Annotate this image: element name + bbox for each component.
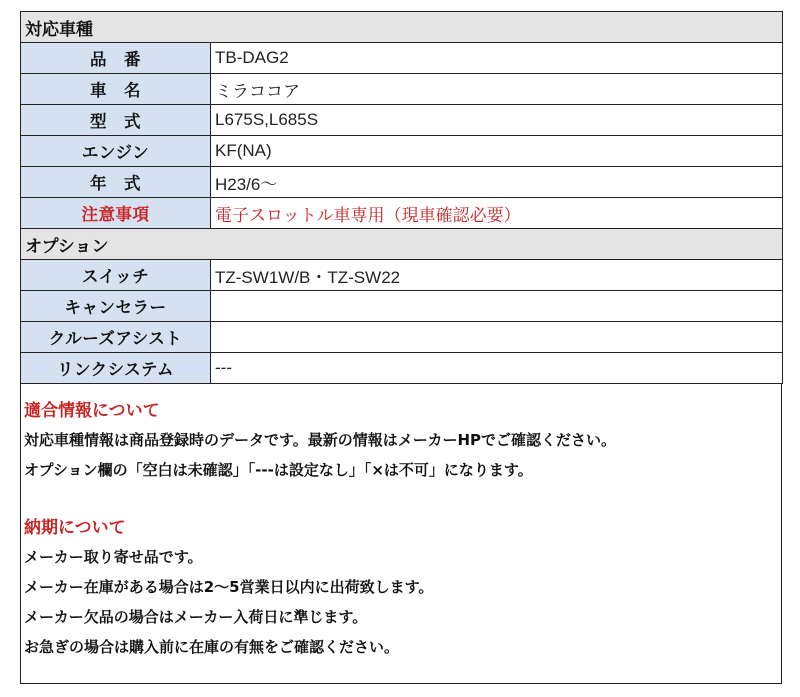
notes-block <box>24 397 780 662</box>
value-year: H23/6～ <box>211 167 783 198</box>
delivery-line: メーカー取り寄せ品です。 <box>24 548 203 566</box>
label-cruise-assist: クルーズアシスト <box>21 322 211 353</box>
spacer <box>24 485 780 514</box>
section-heading-options: オプション <box>21 229 783 260</box>
label-switch: スイッチ <box>21 260 211 291</box>
label-car-name: 車 名 <box>21 74 211 105</box>
label-link-system: リンクシステム <box>21 353 211 384</box>
value-car-name: ミラココア <box>211 74 783 105</box>
label-part-number: 品 番 <box>21 43 211 74</box>
value-model-code: L675S,L685S <box>211 105 783 136</box>
delivery-line: メーカー欠品の場合はメーカー入荷日に準じます。 <box>24 608 368 626</box>
label-canceller: キャンセラー <box>21 291 211 322</box>
section-heading-vehicle: 対応車種 <box>21 12 783 43</box>
spec-table <box>20 11 783 384</box>
value-canceller <box>211 291 783 322</box>
label-year: 年 式 <box>21 167 211 198</box>
value-cruise-assist <box>211 322 783 353</box>
table-row-canceller <box>21 291 783 322</box>
table-row-part-number <box>21 43 783 74</box>
section-row-options <box>21 229 783 260</box>
table-row-switch <box>21 260 783 291</box>
table-row-engine <box>21 136 783 167</box>
fit-info-heading: 適合情報について <box>24 401 160 421</box>
delivery-heading: 納期について <box>24 518 126 538</box>
value-caution: 電子スロットル車専用（現車確認必要） <box>211 198 783 229</box>
value-engine: KF(NA) <box>211 136 783 167</box>
table-row-link-system <box>21 353 783 384</box>
fit-info-line: オプション欄の「空白は未確認」「---は設定なし」「×は不可」になります。 <box>24 461 533 479</box>
table-row-car-name <box>21 74 783 105</box>
label-caution: 注意事項 <box>21 198 211 229</box>
label-engine: エンジン <box>21 136 211 167</box>
table-row-caution <box>21 198 783 229</box>
delivery-line: メーカー在庫がある場合は2～5営業日以内に出荷致します。 <box>24 578 434 596</box>
table-row-cruise-assist <box>21 322 783 353</box>
fit-info-line: 対応車種情報は商品登録時のデータです。最新の情報はメーカーHPでご確認ください。 <box>24 431 617 449</box>
value-link-system: --- <box>211 353 783 384</box>
section-row-vehicle <box>21 12 783 43</box>
value-part-number: TB-DAG2 <box>211 43 783 74</box>
value-switch: TZ-SW1W/B・TZ-SW22 <box>211 260 783 291</box>
delivery-line: お急ぎの場合は購入前に在庫の有無をご確認ください。 <box>24 638 400 656</box>
table-row-year <box>21 167 783 198</box>
label-model-code: 型 式 <box>21 105 211 136</box>
table-row-model-code <box>21 105 783 136</box>
